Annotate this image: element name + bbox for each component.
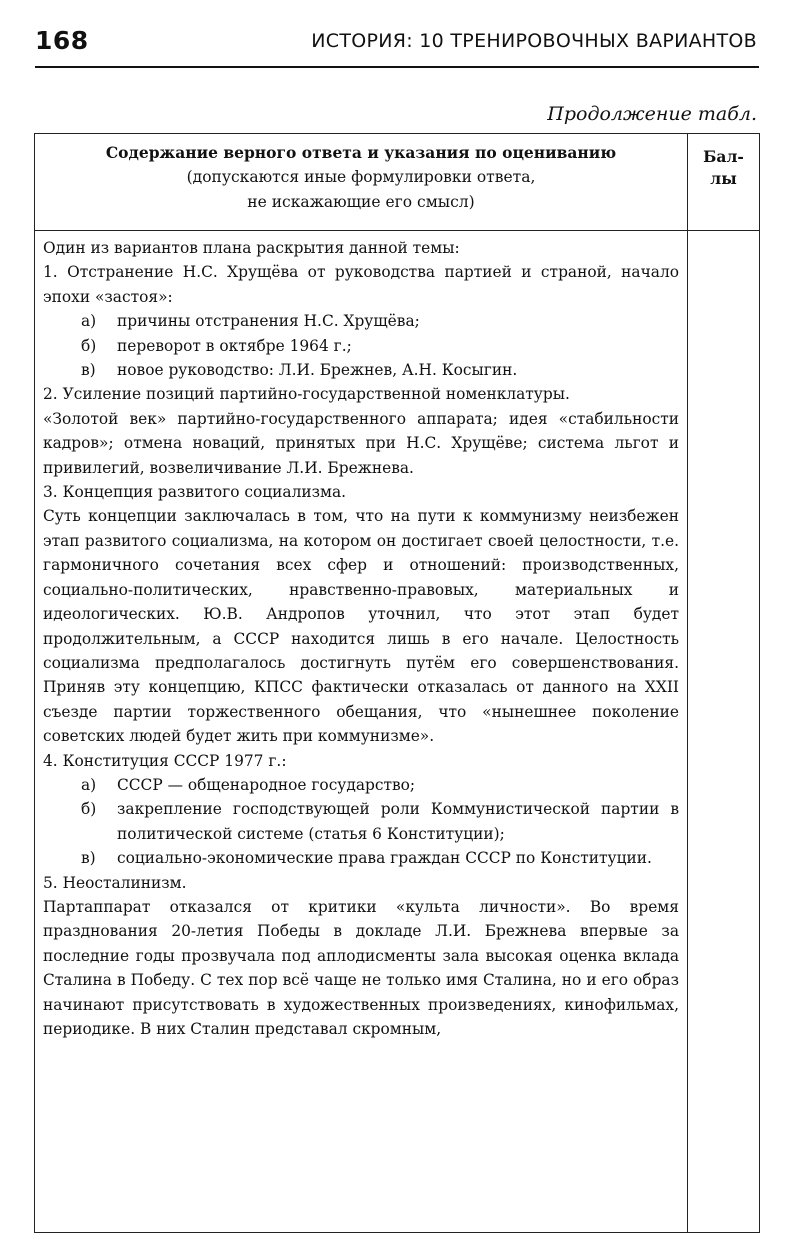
subitem-marker: в) <box>81 849 96 868</box>
score-header-line1: Бал- <box>703 147 744 166</box>
score-column-header <box>688 134 760 231</box>
answer-content-cell <box>35 231 688 1233</box>
plan-item-2-text: «Золотой век» партийно-государственного аппарата; идея «стабильности кадров»; отмена новаций, принятых при Н.С. Хрущёве; система льгот и привилегий, возвеличивание Л.И. Брежнева. <box>43 409 679 477</box>
plan-item-3-text: Суть концепции заключалась в том, что на пути к коммунизму неизбежен этап развитого социализма, на котором он достигает своей целостности, т.е. гармоничного сочетания всех сфер и отношений: производственных, социально-политических, нравственно-правовых, материальных и идеологических. Ю.В. Андропов уточнил, что этот этап будет продолжительным, а СССР находится лишь в его начале. Целостность социализма предполагалось достигнуть путём его совершенствования. Приняв эту концепцию, КПСС фактически отказалась от данного на XXII съезде партии торжественного обещания, что «нынешнее поколение советских людей будет жить при коммунизме». <box>43 507 679 746</box>
subitem-marker: б) <box>81 800 97 819</box>
subitem-text: социально-экономические права граждан СССР по Конституции. <box>117 849 652 868</box>
plan-subitem-4c <box>43 846 679 870</box>
subitem-marker: а) <box>81 312 97 331</box>
header-rule <box>35 66 759 68</box>
subitem-text: закрепление господствующей роли Коммунистической партии в политической системе (статья 6 Конституции); <box>117 800 679 843</box>
content-column-header <box>35 134 688 231</box>
table-header-row <box>35 134 760 231</box>
plan-subitem-4b <box>43 797 679 846</box>
subitem-text: переворот в октябре 1964 г.; <box>117 336 352 355</box>
running-title: ИСТОРИЯ: 10 ТРЕНИРОВОЧНЫХ ВАРИАНТОВ <box>311 30 757 52</box>
subitem-text: новое руководство: Л.И. Брежнев, А.Н. Косыгин. <box>117 361 518 380</box>
score-header-line2: лы <box>710 169 737 188</box>
table-continuation-note: Продолжение табл. <box>547 103 757 125</box>
plan-item-1: 1. Отстранение Н.С. Хрущёва от руководства партией и страной, начало эпохи «застоя»: <box>43 263 679 306</box>
plan-subitem-4a <box>43 773 679 797</box>
content-header-title: Содержание верного ответа и указания по оцениванию <box>105 143 617 162</box>
plan-item-3: 3. Концепция развитого социализма. <box>43 483 347 502</box>
subitem-text: причины отстранения Н.С. Хрущёва; <box>117 312 420 331</box>
score-cell <box>688 231 760 1233</box>
plan-intro: Один из вариантов плана раскрытия данной темы: <box>43 239 460 257</box>
subitem-text: СССР — общенародное государство; <box>117 775 416 794</box>
plan-item-5-text: Партаппарат отказался от критики «культа личности». Во время празднования 20-летия Победы в докладе Л.И. Брежнева впервые за последние годы прозвучала под аплодисменты зала высокая оценка вклада Сталина в Победу. С тех пор всё чаще не только имя Сталина, но и его образ начинают присутствовать в художественных произведениях, кинофильмах, периодике. В них Сталин представал скромным, <box>43 897 679 1038</box>
plan-subitem-1b <box>43 334 679 358</box>
subitem-marker: б) <box>81 336 97 355</box>
plan-item-2: 2. Усиление позиций партийно-государственной номенклатуры. <box>43 385 570 404</box>
content-header-note-line2: не искажающие его смысл) <box>247 193 475 211</box>
subitem-marker: в) <box>81 361 96 380</box>
answer-table <box>34 133 760 1233</box>
plan-subitem-1c <box>43 358 679 382</box>
plan-item-4: 4. Конституция СССР 1977 г.: <box>43 751 287 770</box>
table-body-row <box>35 231 760 1233</box>
plan-subitem-1a <box>43 309 679 333</box>
subitem-marker: а) <box>81 775 97 794</box>
page-number: 168 <box>35 26 89 55</box>
content-header-note-line1: (допускаются иные формулировки ответа, <box>186 168 536 186</box>
plan-item-5: 5. Неосталинизм. <box>43 873 187 892</box>
